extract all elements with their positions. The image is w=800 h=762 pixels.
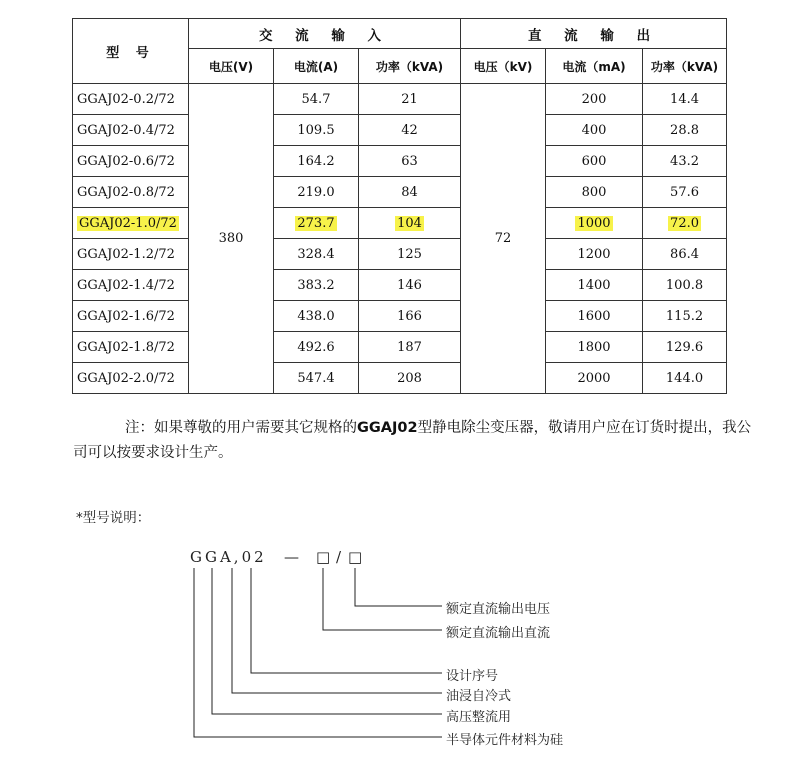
model-cell-text: GGAJ02-1.8/72 [77,339,175,355]
note-prefix: 注：如果尊敬的用户需要其它规格的 [125,420,357,436]
model-cell-text: GGAJ02-0.4/72 [77,122,175,138]
legend-silicon: 半导体元件材料为硅 [446,733,564,748]
model-cell-text: GGAJ02-1.2/72 [77,246,175,262]
dc-current-cell-text: 400 [581,122,607,138]
ac-power-cell-text: 146 [397,277,422,293]
ac-current-cell-text: 547.4 [297,370,335,386]
dc-power-cell-text: 43.2 [670,153,699,169]
dc-current-cell-text: 1200 [577,246,611,262]
note-suffix: 型静电除尘变压器，敬请用户应在订货时提出，我公司可以按要求设计生产。 [73,420,752,461]
model-cell-text: GGAJ02-0.8/72 [77,184,175,200]
dc-power-cell-text: 28.8 [670,122,699,138]
dc-current-cell-text: 1000 [577,215,611,231]
dc-power-cell-text: 129.6 [665,339,704,355]
model-cell-text: GGAJ02-0.2/72 [77,91,175,107]
legend-dc-voltage: 额定直流输出电压 [446,602,551,617]
dc-current-cell-text: 1400 [577,277,611,293]
ac-power-cell-text: 63 [401,153,418,169]
dc-power-cell-text: 115.2 [665,308,704,324]
ac-power-cell-text: 166 [397,308,422,324]
ac-current-cell-text: 54.7 [301,91,331,107]
ac-current-cell-text: 328.4 [297,246,335,262]
dc-power-col: 功率（kVA) [643,49,727,84]
model-explain-title: *型号说明： [76,510,151,526]
model-cell-text: GGAJ02-0.6/72 [77,153,175,169]
dc-power-cell-text: 144.0 [665,370,704,386]
ac-current-cell-text: 492.6 [297,339,335,355]
model-code-slot-voltage: □ [348,548,363,566]
dc-power-cell-text: 72.0 [670,215,699,231]
ac-power-col: 功率（kVA) [359,49,461,84]
line-current [323,568,442,630]
legend-dc-current: 额定直流输出直流 [446,626,551,641]
dc-current-cell-text: 1600 [577,308,611,324]
ac-current-cell-text: 109.5 [297,122,335,138]
line-voltage [355,568,442,606]
ac-current-cell-text: 219.0 [297,184,335,200]
dc-output-header: 直 流 输 出 [461,19,727,49]
ac-power-cell-text: 187 [397,339,422,355]
ac-power-cell-text: 42 [401,122,418,138]
model-cell-text: GGAJ02-1.0/72 [79,215,177,231]
model-cell-text: GGAJ02-2.0/72 [77,370,175,386]
line-rectifier [212,568,442,714]
dc-power-cell-text: 14.4 [670,91,699,107]
dc-power-cell-text: 57.6 [670,184,699,200]
legend-oil-cooled: 油浸自冷式 [446,689,512,704]
ac-input-header: 交 流 输 入 [189,19,461,49]
dc-power-cell-text: 100.8 [665,277,704,293]
ac-power-cell-text: 125 [397,246,422,262]
dc-current-cell-text: 1800 [577,339,611,355]
ac-power-cell-text: 208 [397,370,422,386]
model-cell-text: GGAJ02-1.6/72 [77,308,175,324]
model-code-letters: GGA,02 [190,548,267,566]
ac-current-cell-text: 164.2 [297,153,335,169]
ac-current-cell-text: 383.2 [297,277,335,293]
note-model: GGAJ02 [357,420,418,436]
model-code-slot-current: □ [316,548,331,566]
ac-voltage-cell-text: 380 [218,231,244,246]
model-header: 型 号 [73,19,189,84]
line-serial [251,568,442,673]
dc-voltage-cell-text: 72 [494,231,512,246]
ac-voltage-col: 电压(V) [189,49,274,84]
dc-current-cell-text: 600 [581,153,607,169]
ac-power-cell-text: 104 [397,215,422,231]
dc-current-cell-text: 200 [581,91,607,107]
legend-serial: 设计序号 [446,669,499,684]
dc-current-col: 电流（mA) [546,49,643,84]
dc-current-cell-text: 800 [581,184,607,200]
ac-current-cell-text: 273.7 [297,215,335,231]
dc-power-cell-text: 86.4 [670,246,699,262]
legend-rectifier: 高压整流用 [446,710,512,725]
model-code-slash: / [336,548,342,566]
ac-power-cell-text: 21 [401,91,418,107]
dc-voltage-col: 电压（kV) [461,49,546,84]
ac-current-col: 电流(A) [274,49,359,84]
ac-current-cell-text: 438.0 [297,308,335,324]
model-code-dash: — [284,548,299,566]
model-cell-text: GGAJ02-1.4/72 [77,277,175,293]
ac-power-cell-text: 84 [401,184,418,200]
dc-current-cell-text: 2000 [577,370,611,386]
line-silicon [194,568,442,737]
